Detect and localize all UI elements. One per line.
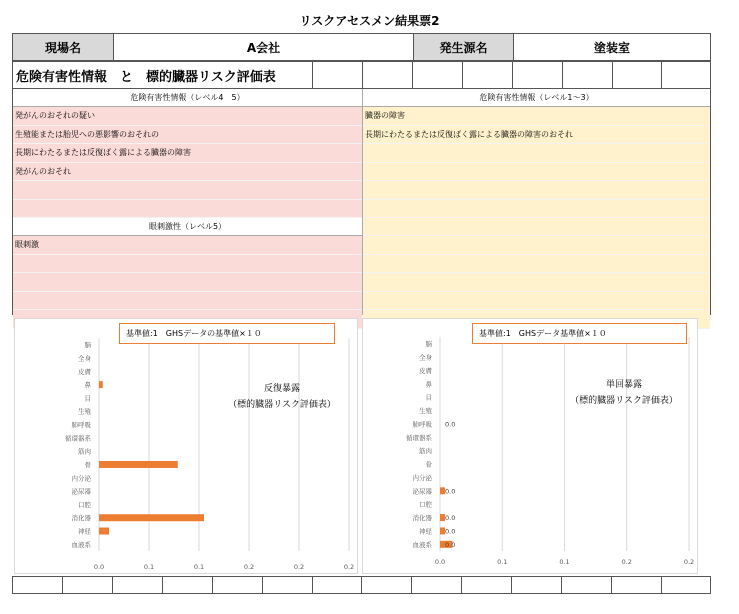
category-label: 消化器 bbox=[412, 514, 432, 523]
category-label: 全身 bbox=[78, 354, 91, 363]
left-row: 長期にわたるまたは反復ばく露による臓器の障害 bbox=[13, 144, 362, 163]
eye-row bbox=[13, 292, 362, 311]
source-value: 塗装室 bbox=[513, 33, 711, 61]
empty-cell bbox=[512, 61, 563, 89]
empty-cell bbox=[412, 61, 463, 89]
category-label: 筋肉 bbox=[78, 447, 91, 456]
chart-single-exposure bbox=[362, 318, 698, 574]
x-tick-label: 0.1 bbox=[497, 558, 508, 566]
category-label: 血液系 bbox=[412, 540, 432, 549]
x-tick-label: 0.0 bbox=[93, 563, 105, 571]
chart-title: 反復暴露 bbox=[263, 384, 300, 394]
chart-legend: 基準値:1 GHSデータの基準値×１０ bbox=[119, 323, 335, 344]
grid-cell bbox=[163, 577, 213, 593]
category-label: 生殖 bbox=[78, 407, 91, 416]
category-label: 泌尿器 bbox=[412, 487, 432, 496]
hazard-right-panel bbox=[362, 89, 711, 315]
bar bbox=[99, 461, 178, 468]
empty-cell bbox=[312, 61, 363, 89]
data-label: 0.0 bbox=[445, 540, 456, 549]
grid-cell bbox=[612, 577, 662, 593]
grid-cell bbox=[562, 577, 612, 593]
grid-cell bbox=[263, 577, 313, 593]
left-row bbox=[13, 181, 362, 200]
right-row: 長期にわたるまたは反復ばく露による臓器の障害のおそれ bbox=[363, 126, 710, 145]
category-label: 消化器 bbox=[71, 514, 91, 523]
category-label: 内分泌 bbox=[71, 474, 91, 483]
data-label: 0.0 bbox=[445, 420, 456, 429]
right-row bbox=[363, 144, 710, 163]
left-row: 発がんのおそれの疑い bbox=[13, 107, 362, 126]
x-tick-label: 0.1 bbox=[559, 558, 570, 566]
grid-cell bbox=[213, 577, 263, 593]
data-label: 0.0 bbox=[445, 487, 456, 496]
grid-cell bbox=[362, 577, 412, 593]
x-tick-label: 0.2 bbox=[621, 558, 632, 566]
eye-row: 眼刺激 bbox=[13, 236, 362, 255]
right-row bbox=[363, 200, 710, 219]
chart-repeated-svg bbox=[15, 319, 359, 575]
category-label: 口腔 bbox=[419, 500, 432, 509]
category-label: 全身 bbox=[419, 353, 432, 362]
category-label: 目 bbox=[425, 393, 432, 402]
data-label: 0.0 bbox=[445, 527, 456, 536]
category-label: 神経 bbox=[78, 527, 91, 536]
empty-cell bbox=[562, 61, 613, 89]
left-row bbox=[13, 200, 362, 219]
category-label: 肺呼吸 bbox=[412, 420, 432, 429]
site-value: A会社 bbox=[113, 33, 414, 61]
chart-subtitle: （標的臓器リスク評価表） bbox=[228, 400, 336, 410]
left-row: 生殖能または胎児への悪影響のおそれの bbox=[13, 126, 362, 145]
category-label: 脳 bbox=[84, 341, 91, 350]
section-title: 危険有害性情報 と 標的臓器リスク評価表 bbox=[12, 61, 313, 89]
category-label: 骨 bbox=[425, 460, 432, 469]
category-label: 肺呼吸 bbox=[71, 421, 91, 430]
bottom-grid-row bbox=[12, 576, 711, 594]
bar bbox=[99, 514, 204, 521]
category-label: 鼻 bbox=[84, 381, 91, 390]
grid-cell bbox=[412, 577, 462, 593]
category-label: 目 bbox=[84, 394, 91, 403]
right-heading: 危険有害性情報（レベル1〜3） bbox=[363, 89, 710, 107]
x-tick-label: 0.0 bbox=[434, 558, 446, 566]
chart-subtitle: （標的臓器リスク評価表） bbox=[570, 396, 678, 406]
right-row bbox=[363, 163, 710, 182]
data-label: 0.0 bbox=[445, 514, 456, 523]
source-label: 発生源名 bbox=[413, 33, 514, 61]
grid-cell bbox=[462, 577, 512, 593]
chart-repeated-exposure bbox=[14, 318, 358, 574]
x-tick-label: 0.2 bbox=[243, 563, 255, 571]
eye-heading: 眼刺激性（レベル5） bbox=[13, 218, 362, 236]
category-label: 泌尿器 bbox=[71, 487, 91, 496]
grid-cell bbox=[113, 577, 163, 593]
chart-single-svg bbox=[363, 319, 699, 575]
category-label: 口腔 bbox=[78, 500, 91, 509]
bar bbox=[99, 381, 103, 388]
category-label: 神経 bbox=[419, 527, 432, 536]
category-label: 皮膚 bbox=[78, 367, 91, 376]
x-tick-label: 0.1 bbox=[143, 563, 155, 571]
right-row: 臓器の障害 bbox=[363, 107, 710, 126]
category-label: 循環器系 bbox=[65, 434, 91, 443]
eye-row bbox=[13, 273, 362, 292]
chart-legend: 基準値:1 GHSデータ基準値×１０ bbox=[472, 323, 687, 344]
right-row bbox=[363, 218, 710, 236]
x-tick-label: 0.2 bbox=[343, 563, 355, 571]
category-label: 鼻 bbox=[425, 380, 432, 389]
site-label: 現場名 bbox=[12, 33, 114, 61]
x-tick-label: 0.2 bbox=[293, 563, 305, 571]
left-heading: 危険有害性情報（レベル4 5） bbox=[13, 89, 362, 107]
bar bbox=[99, 528, 109, 535]
empty-cell bbox=[362, 61, 413, 89]
x-tick-label: 0.1 bbox=[193, 563, 205, 571]
category-label: 骨 bbox=[84, 460, 91, 469]
grid-cell bbox=[313, 577, 363, 593]
right-row bbox=[363, 273, 710, 292]
empty-cell bbox=[661, 61, 711, 89]
right-row bbox=[363, 181, 710, 200]
category-label: 筋肉 bbox=[419, 447, 432, 456]
right-row bbox=[363, 292, 710, 311]
right-row bbox=[363, 255, 710, 274]
category-label: 血液系 bbox=[71, 540, 91, 549]
report-title: リスクアセスメン結果票2 bbox=[299, 14, 440, 28]
grid-cell bbox=[13, 577, 63, 593]
empty-cell bbox=[612, 61, 662, 89]
grid-cell bbox=[512, 577, 562, 593]
category-label: 内分泌 bbox=[412, 473, 432, 482]
x-tick-label: 0.2 bbox=[683, 558, 695, 566]
category-label: 生殖 bbox=[419, 407, 432, 416]
category-label: 循環器系 bbox=[406, 433, 432, 442]
category-label: 脳 bbox=[425, 340, 432, 349]
hazard-left-panel bbox=[12, 89, 362, 315]
right-row bbox=[363, 236, 710, 255]
grid-cell bbox=[63, 577, 113, 593]
grid-cell bbox=[662, 577, 711, 593]
empty-cell bbox=[462, 61, 513, 89]
eye-row bbox=[13, 255, 362, 274]
chart-title: 単回暴露 bbox=[605, 380, 642, 390]
category-label: 皮膚 bbox=[419, 366, 432, 375]
left-row: 発がんのおそれ bbox=[13, 163, 362, 182]
